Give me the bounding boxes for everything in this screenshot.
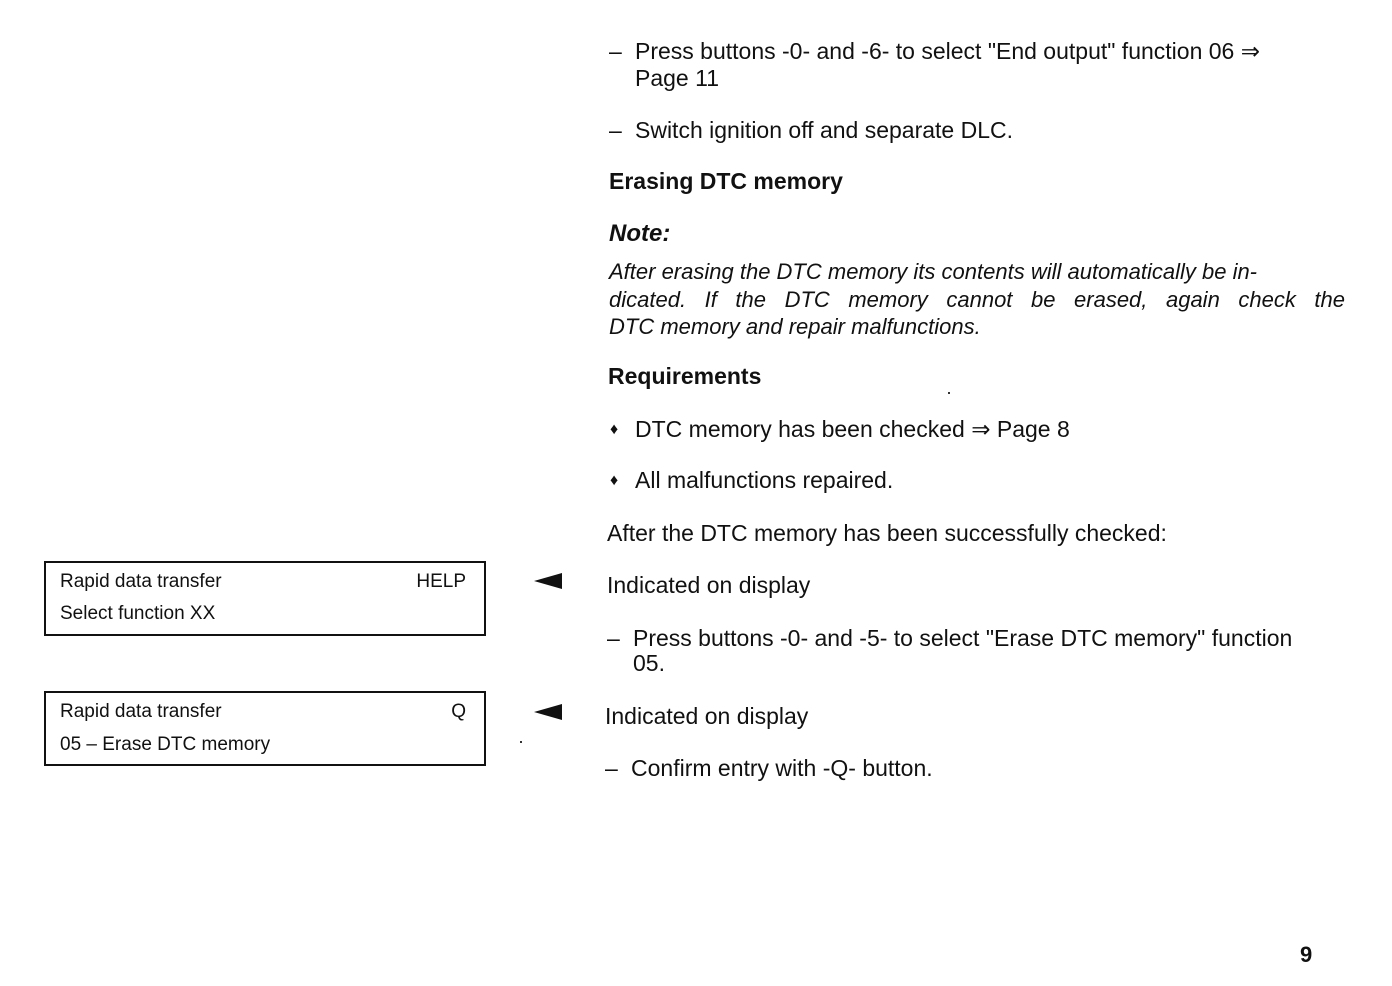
step-text-line2: 05. <box>633 650 665 676</box>
scan-speck <box>948 392 950 394</box>
requirement-item <box>610 416 1330 443</box>
display-line-1-right: HELP <box>416 571 466 592</box>
step-text-line1: Press buttons -0- and -5- to select "Erase DTC memory" function <box>633 625 1293 651</box>
requirement-item <box>610 467 1330 494</box>
tester-display-erase-dtc <box>44 691 486 766</box>
pointer-arrow-icon <box>534 704 562 720</box>
requirements-heading: Requirements <box>608 363 762 389</box>
scan-speck <box>520 741 522 743</box>
after-check-text: After the DTC memory has been successfully checked: <box>607 520 1167 546</box>
step-dash: – <box>609 38 622 64</box>
tester-display-select-function <box>44 561 486 636</box>
note-line-3: DTC memory and repair malfunctions. <box>609 314 981 339</box>
indicated-on-display: Indicated on display <box>605 703 809 729</box>
display-line-2-text: 05 – Erase DTC memory <box>60 734 271 755</box>
display-line-1 <box>60 700 466 724</box>
step-erase-dtc <box>607 625 1347 681</box>
diamond-bullet-icon: ♦ <box>610 472 619 489</box>
requirement-text: DTC memory has been checked ⇒ Page 8 <box>635 416 1070 442</box>
display-line-1-left: Rapid data transfer <box>60 571 222 592</box>
diamond-bullet-icon: ♦ <box>610 421 619 438</box>
page-number: 9 <box>1300 942 1313 967</box>
display-line-2 <box>60 733 466 757</box>
display-line-2 <box>60 602 466 626</box>
requirement-text: All malfunctions repaired. <box>635 467 894 493</box>
note-line-2: dicated. If the DTC memory cannot be erased, again check the <box>609 287 1345 312</box>
indicated-on-display: Indicated on display <box>607 572 811 598</box>
display-line-1-left: Rapid data transfer <box>60 701 222 722</box>
note-line-1: After erasing the DTC memory its contents will automatically be in- <box>609 259 1258 284</box>
step-text: Confirm entry with -Q- button. <box>631 755 933 781</box>
note-title: Note: <box>609 220 671 247</box>
display-line-1-right: Q <box>451 701 466 722</box>
step-dash: – <box>609 117 622 143</box>
display-line-1 <box>60 570 466 594</box>
section-heading: Erasing DTC memory <box>609 168 843 194</box>
step-switch-ignition <box>609 117 1349 144</box>
step-text-line1: Press buttons -0- and -6- to select "End output" function 06 ⇒ <box>635 38 1260 64</box>
step-text-line2: Page 11 <box>635 65 719 91</box>
step-confirm-entry <box>605 755 1345 782</box>
step-dash: – <box>607 625 620 651</box>
display-line-2-text: Select function XX <box>60 603 216 624</box>
step-end-output <box>609 38 1349 94</box>
step-text: Switch ignition off and separate DLC. <box>635 117 1014 143</box>
step-dash: – <box>605 755 618 781</box>
pointer-arrow-icon <box>534 573 562 589</box>
